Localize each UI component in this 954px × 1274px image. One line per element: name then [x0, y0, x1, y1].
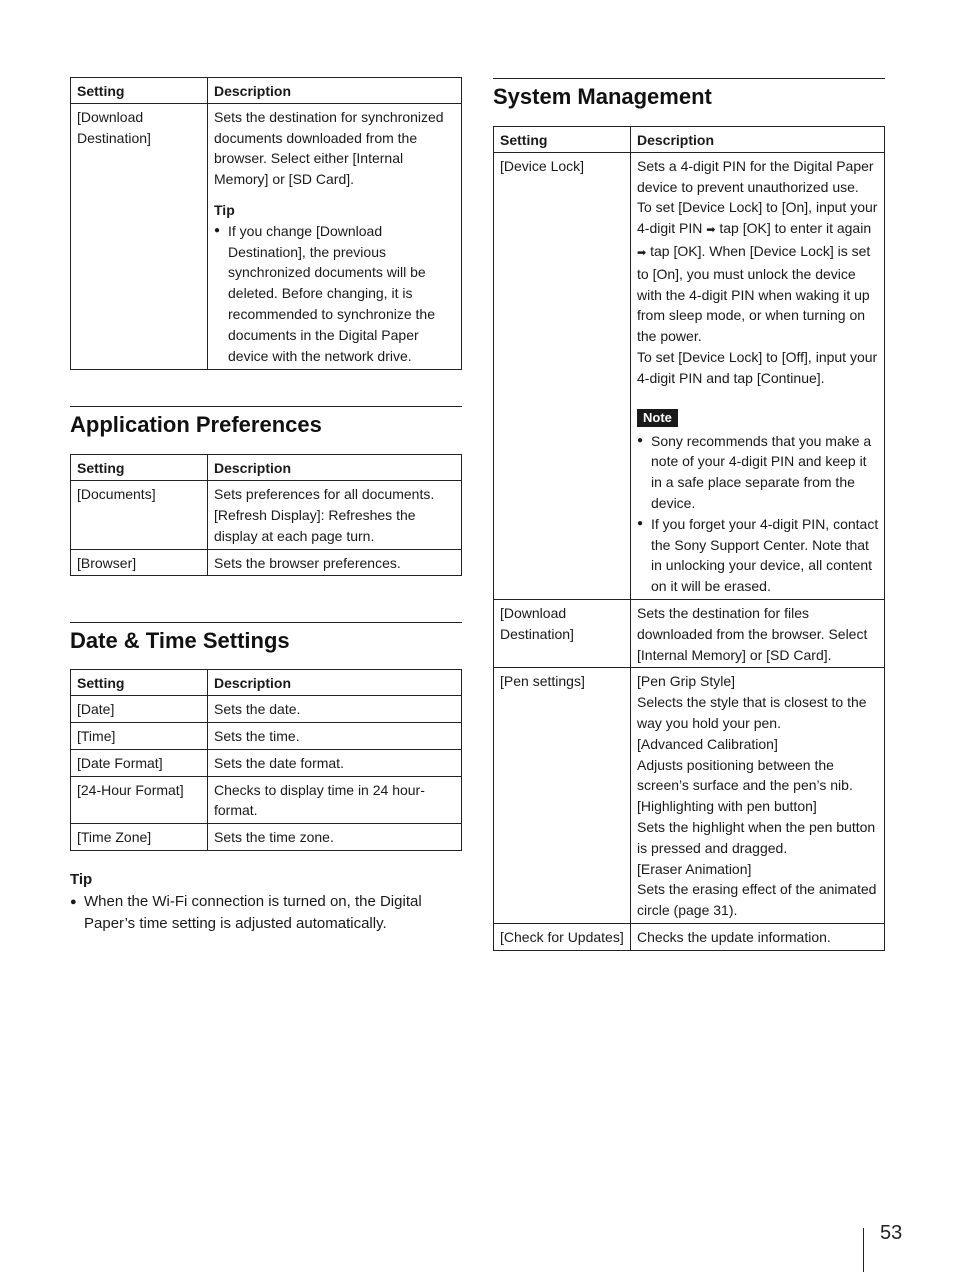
header-setting: Setting [71, 78, 208, 104]
header-setting: Setting [71, 670, 208, 696]
tip-list [214, 221, 456, 367]
table-row [494, 152, 885, 599]
table-row [71, 749, 462, 776]
description-cell: Sets the date format. [208, 749, 462, 776]
section-title-date-time-settings: Date & Time Settings [70, 622, 462, 655]
description-text: To set [Device Lock] to [Off], input your 4-digit PIN and tap [Continue]. [637, 348, 878, 386]
description-cell: Sets the time zone. [208, 824, 462, 851]
tip-item: ● When the Wi-Fi connection is turned on, the Digital Paper’s time setting is adjusted automatically. [70, 891, 462, 935]
setting-cell: [Time Zone] [71, 824, 208, 851]
note-badge: Note [637, 409, 678, 427]
pen-line: [Advanced Calibration] [637, 735, 778, 752]
table-row [71, 103, 462, 370]
tip-item: ● If you change [Download Destination], the previous synchronized documents will be deleted. Before changing, it is recommended to synchronize the documents in the Digital Paper device with the network drive. [214, 221, 456, 367]
table-header-row [71, 670, 462, 696]
setting-cell: [Browser] [71, 549, 208, 576]
left-column [70, 77, 462, 935]
setting-cell: [Download Destination] [494, 599, 631, 667]
arrow-right-icon: ➡ [637, 246, 647, 259]
setting-cell: [Pen settings] [494, 668, 631, 924]
setting-cell: [Time] [71, 722, 208, 749]
pen-line: [Highlighting with pen button] [637, 798, 817, 815]
tip-list [70, 891, 462, 935]
description-text [637, 197, 879, 347]
section-title-system-management: System Management [493, 78, 885, 111]
table-row [71, 696, 462, 723]
header-setting: Setting [494, 127, 631, 153]
setting-cell: [24-Hour Format] [71, 776, 208, 824]
description-cell [208, 103, 462, 370]
header-description: Description [631, 127, 885, 153]
description-cell [631, 668, 885, 924]
pen-line: Selects the style that is closest to the way you hold your pen. [637, 694, 867, 731]
description-text: Sets the destination for synchronized documents downloaded from the browser. Select either [Internal Memory] or [SD Card]. [214, 108, 444, 188]
table-row [494, 599, 885, 667]
description-fragment: tap [OK]. When [Device Lock] is set to [On], you must unlock the device with the 4-digit PIN when waking it up from sleep mode, or when turning on the power. [637, 242, 871, 345]
description-fragment: To set [Device Lock] to [On], input your 4-digit PIN [637, 199, 878, 237]
page-number: 53 [880, 1222, 903, 1244]
table-header-row [71, 455, 462, 481]
note-list [637, 431, 879, 597]
note-item: ● If you forget your 4-digit PIN, contact the Sony Support Center. Note that in unlocking your device, all content on it will be erased. [637, 514, 879, 597]
tip-label: Tip [214, 201, 235, 218]
header-description: Description [208, 455, 462, 481]
table-row [71, 722, 462, 749]
description-cell: Sets preferences for all documents. [Refresh Display]: Refreshes the display at each page turn. [208, 481, 462, 549]
system-management-table [493, 126, 885, 951]
description-cell: Sets the destination for files downloaded from the browser. Select [Internal Memory] or [SD Card]. [631, 599, 885, 667]
table-row [494, 668, 885, 924]
description-cell [631, 152, 885, 599]
arrow-right-icon: ➡ [706, 224, 716, 237]
section-title-application-preferences: Application Preferences [70, 406, 462, 439]
table-header-row [494, 127, 885, 153]
application-preferences-table [70, 454, 462, 576]
description-text: Sets a 4-digit PIN for the Digital Paper device to prevent unauthorized use. [637, 157, 874, 195]
table-row [71, 549, 462, 576]
header-description: Description [208, 78, 462, 104]
description-cell: Sets the browser preferences. [208, 549, 462, 576]
pen-line: [Eraser Animation] [637, 860, 752, 877]
description-cell: Checks to display time in 24 hour-format. [208, 776, 462, 824]
description-cell: Sets the time. [208, 722, 462, 749]
pen-line: Adjusts positioning between the screen’s surface and the pen’s nib. [637, 756, 853, 794]
setting-cell: [Documents] [71, 481, 208, 549]
setting-cell: [Date Format] [71, 749, 208, 776]
header-setting: Setting [71, 455, 208, 481]
page-number-divider [863, 1228, 864, 1272]
setting-cell: [Check for Updates] [494, 923, 631, 950]
pen-line: Sets the erasing effect of the animated circle (page 31). [637, 881, 877, 919]
description-fragment: tap [OK] to enter it again [719, 220, 872, 237]
date-time-tip [70, 869, 462, 935]
setting-cell: [Date] [71, 696, 208, 723]
header-description: Description [208, 670, 462, 696]
pen-line: [Pen Grip Style] [637, 673, 736, 690]
table-row [71, 481, 462, 549]
table-row [494, 923, 885, 950]
pen-line: Sets the highlight when the pen button is pressed and dragged. [637, 818, 876, 856]
description-cell: Checks the update information. [631, 923, 885, 950]
setting-cell: [Download Destination] [71, 103, 208, 370]
table-header-row [71, 78, 462, 104]
download-destination-table [70, 77, 462, 370]
note-item: ● Sony recommends that you make a note of your 4-digit PIN and keep it in a safe place separate from the device. [637, 431, 879, 514]
tip-label: Tip [70, 870, 93, 888]
description-cell: Sets the date. [208, 696, 462, 723]
right-column [493, 77, 885, 951]
date-time-table [70, 669, 462, 851]
setting-cell: [Device Lock] [494, 152, 631, 599]
table-row [71, 824, 462, 851]
table-row [71, 776, 462, 824]
